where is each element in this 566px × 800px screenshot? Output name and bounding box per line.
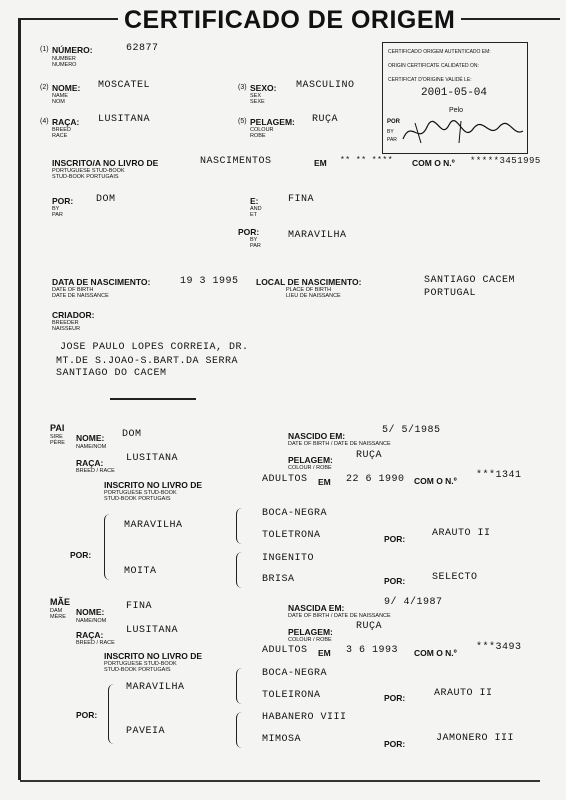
nascimento-label: DATA DE NASCIMENTO: <box>52 277 151 287</box>
mae-nome-label: NOME: <box>76 607 105 617</box>
pai-gf1: ARAUTO II <box>432 528 491 539</box>
pelagem-sub2: ROBE <box>250 133 266 139</box>
mae-com-value: ***3493 <box>476 642 522 653</box>
signature <box>401 117 525 147</box>
nascimento-value: 19 3 1995 <box>180 276 239 287</box>
por2-value: MARAVILHA <box>288 230 347 241</box>
auth-date: 2001-05-04 <box>421 87 488 99</box>
mae-brace-1 <box>236 668 245 704</box>
mae-gf2: JAMONERO III <box>436 733 515 744</box>
nascimento-sub2: DATE DE NAISSANCE <box>52 293 109 299</box>
raca-sub1: BREED <box>52 127 71 133</box>
pai-gm2a: INGENITO <box>262 553 315 564</box>
mae-livro: ADULTOS <box>262 645 308 656</box>
bottom-border <box>20 780 540 782</box>
authentication-box <box>382 42 528 154</box>
mae-nome-sub: NAME/NOM <box>76 618 107 624</box>
raca-sub2: RACE <box>52 133 68 139</box>
mae-p2: PAVEIA <box>126 726 166 737</box>
pai-brace-2 <box>236 552 245 588</box>
mae-nascida-label: NASCIDA EM: <box>288 603 345 613</box>
criador-sub1: BREEDER <box>52 320 79 326</box>
mae-em-value: 3 6 1993 <box>346 645 399 656</box>
sexo-label: SEXO: <box>250 83 277 93</box>
auth-por: POR <box>387 119 401 125</box>
local-value2: PORTUGAL <box>424 288 477 299</box>
pai-mae2: MOITA <box>124 566 157 577</box>
pelagem-index: (5) <box>238 118 247 125</box>
nome-label: NOME: <box>52 83 81 93</box>
mae-gm1a: BOCA-NEGRA <box>262 668 328 679</box>
e-sub1: AND <box>250 206 262 212</box>
e-sub2: ET <box>250 212 258 218</box>
mae-brace-2 <box>236 712 245 748</box>
pai-raca-sub: BREED / RACE <box>76 468 115 474</box>
criador-line1: JOSE PAULO LOPES CORREIA, DR. <box>60 342 249 353</box>
auth-line2: ORIGIN CERTIFICATE CALIDATED ON: <box>388 63 479 69</box>
auth-line1: CERTIFICADO ORIGEM AUTENTICADO EM: <box>388 49 491 55</box>
inscrito-sub1: PORTUGUESE STUD-BOOK <box>52 168 125 174</box>
inscrito-com-label: COM O N.º <box>412 158 455 168</box>
sexo-sub2: SEXE <box>250 99 265 105</box>
pelagem-value: RUÇA <box>312 114 339 125</box>
mae-em-label: EM <box>318 648 331 658</box>
pai-inscrito-sub1: PORTUGUESE STUD-BOOK <box>104 490 177 496</box>
criador-line3: SANTIAGO DO CACEM <box>56 368 167 379</box>
inscrito-em-value: ** ** **** <box>340 156 394 165</box>
mae-nome: FINA <box>126 601 153 612</box>
pai-raca: LUSITANA <box>126 453 179 464</box>
document-title: CERTIFICADO DE ORIGEM <box>118 6 461 35</box>
por-label: POR: <box>52 196 74 206</box>
pai-mae1: MARAVILHA <box>124 520 183 531</box>
pai-pelagem-sub: COLOUR / ROBE <box>288 465 332 471</box>
mae-heading: MÃE <box>50 597 70 607</box>
numero-sub2: NUMERO <box>52 62 77 68</box>
pai-com-label: COM O N.º <box>414 476 457 486</box>
sexo-value: MASCULINO <box>296 80 355 91</box>
mae-inscrito-sub2: STUD-BOOK PORTUGAIS <box>104 667 171 673</box>
sexo-sub1: SEX <box>250 93 262 99</box>
local-label: LOCAL DE NASCIMENTO: <box>256 277 362 287</box>
mae-raca-sub: BREED / RACE <box>76 640 115 646</box>
mae-com-label: COM O N.º <box>414 648 457 658</box>
mae-nascida-sub: DATE OF BIRTH / DATE DE NAISSANCE <box>288 613 391 619</box>
pai-gf2: SELECTO <box>432 572 478 583</box>
inscrito-em-label: EM <box>314 158 327 168</box>
mae-p1: MARAVILHA <box>126 682 185 693</box>
inscrito-value: NASCIMENTOS <box>200 156 272 167</box>
pai-inscrito-sub2: STUD-BOOK PORTUGAIS <box>104 496 171 502</box>
local-sub1: PLACE OF BIRTH <box>286 287 332 293</box>
pai-gf2-por: POR: <box>384 576 406 586</box>
pai-nascido-label: NASCIDO EM: <box>288 431 346 441</box>
pai-sub2: PÈRE <box>50 440 65 446</box>
mae-gm2a: HABANERO VIII <box>262 712 347 723</box>
pai-nome-label: NOME: <box>76 433 105 443</box>
nascimento-sub1: DATE OF BIRTH <box>52 287 94 293</box>
pai-nome: DOM <box>122 429 142 440</box>
mae-pelagem-label: PELAGEM: <box>288 627 333 637</box>
pai-livro: ADULTOS <box>262 474 308 485</box>
por-value: DOM <box>96 194 116 205</box>
pai-em-value: 22 6 1990 <box>346 474 405 485</box>
por2-sub1: BY <box>250 237 258 243</box>
numero-value: 62877 <box>126 43 159 54</box>
mae-gm2b: MIMOSA <box>262 734 302 745</box>
pai-gm2b: BRISA <box>262 574 295 585</box>
nome-index: (2) <box>40 84 49 91</box>
auth-line3: CERTIFICAT D'ORIGINE VALIDÉ LE: <box>388 77 472 83</box>
stamp-line <box>110 398 196 400</box>
raca-index: (4) <box>40 118 49 125</box>
mae-gm1b: TOLEIRONA <box>262 690 321 701</box>
e-value: FINA <box>288 194 315 205</box>
pai-pelagem: RUÇA <box>356 450 383 461</box>
pai-gf1-por: POR: <box>384 534 406 544</box>
pai-gm1b: TOLETRONA <box>262 530 321 541</box>
criador-line2: MT.DE S.JOAO-S.BART.DA SERRA <box>56 356 239 367</box>
mae-por-label: POR: <box>76 710 98 720</box>
mae-pelagem-sub: COLOUR / ROBE <box>288 637 332 643</box>
criador-sub2: NAISSEUR <box>52 326 81 332</box>
por2-sub2: PAR <box>250 243 261 249</box>
mae-pelagem: RUÇA <box>356 621 383 632</box>
por2-label: POR: <box>238 227 260 237</box>
mae-raca: LUSITANA <box>126 625 179 636</box>
nome-sub1: NAME <box>52 93 68 99</box>
pai-com-value: ***1341 <box>476 470 522 481</box>
criador-label: CRIADOR: <box>52 310 95 320</box>
mae-gf1-por: POR: <box>384 693 406 703</box>
mae-gf2-por: POR: <box>384 739 406 749</box>
pai-heading: PAI <box>50 423 65 433</box>
nome-sub2: NOM <box>52 99 65 105</box>
por-sub2: PAR <box>52 212 63 218</box>
pai-por-label: POR: <box>70 550 92 560</box>
mae-raca-label: RAÇA: <box>76 630 104 640</box>
pai-pelagem-label: PELAGEM: <box>288 455 333 465</box>
pelagem-sub1: COLOUR <box>250 127 274 133</box>
local-sub2: LIEU DE NAISSANCE <box>286 293 341 299</box>
numero-sub1: NUMBER <box>52 56 76 62</box>
mae-inscrito-sub1: PORTUGUESE STUD-BOOK <box>104 661 177 667</box>
auth-pelo: Pelo <box>449 107 464 114</box>
mae-gf1: ARAUTO II <box>434 688 493 699</box>
mae-inscrito-label: INSCRITO NO LIVRO DE <box>104 651 203 661</box>
pai-nascido-sub: DATE OF BIRTH / DATE DE NAISSANCE <box>288 441 391 447</box>
mae-brace <box>108 684 117 744</box>
left-border <box>18 18 21 780</box>
pai-em-label: EM <box>318 477 331 487</box>
local-value1: SANTIAGO CACEM <box>424 275 516 286</box>
mae-sub2: MÈRE <box>50 614 66 620</box>
pai-brace <box>104 514 113 580</box>
auth-by: BY <box>387 129 394 135</box>
pai-gm1a: BOCA-NEGRA <box>262 508 328 519</box>
inscrito-label: INSCRITO/A NO LIVRO DE <box>52 158 159 168</box>
pai-sub1: SIRE <box>50 434 63 440</box>
e-label: E: <box>250 196 259 206</box>
mae-sub1: DAM <box>50 608 63 614</box>
mae-nascida: 9/ 4/1987 <box>384 597 443 608</box>
pelagem-label: PELAGEM: <box>250 117 295 127</box>
pai-nome-sub: NAME/NOM <box>76 444 107 450</box>
inscrito-com-value: *****3451995 <box>470 156 541 166</box>
raca-label: RAÇA: <box>52 117 80 127</box>
pai-raca-label: RAÇA: <box>76 458 104 468</box>
inscrito-sub2: STUD-BOOK PORTUGAIS <box>52 174 119 180</box>
pai-nascido: 5/ 5/1985 <box>382 425 441 436</box>
pai-inscrito-label: INSCRITO NO LIVRO DE <box>104 480 203 490</box>
sexo-index: (3) <box>238 84 247 91</box>
pai-brace-1 <box>236 508 245 544</box>
auth-par: PAR <box>387 137 397 143</box>
numero-label: NÚMERO: <box>52 45 93 55</box>
nome-value: MOSCATEL <box>98 80 151 91</box>
por-sub1: BY <box>52 206 60 212</box>
raca-value: LUSITANA <box>98 114 151 125</box>
numero-index: (1) <box>40 46 49 53</box>
